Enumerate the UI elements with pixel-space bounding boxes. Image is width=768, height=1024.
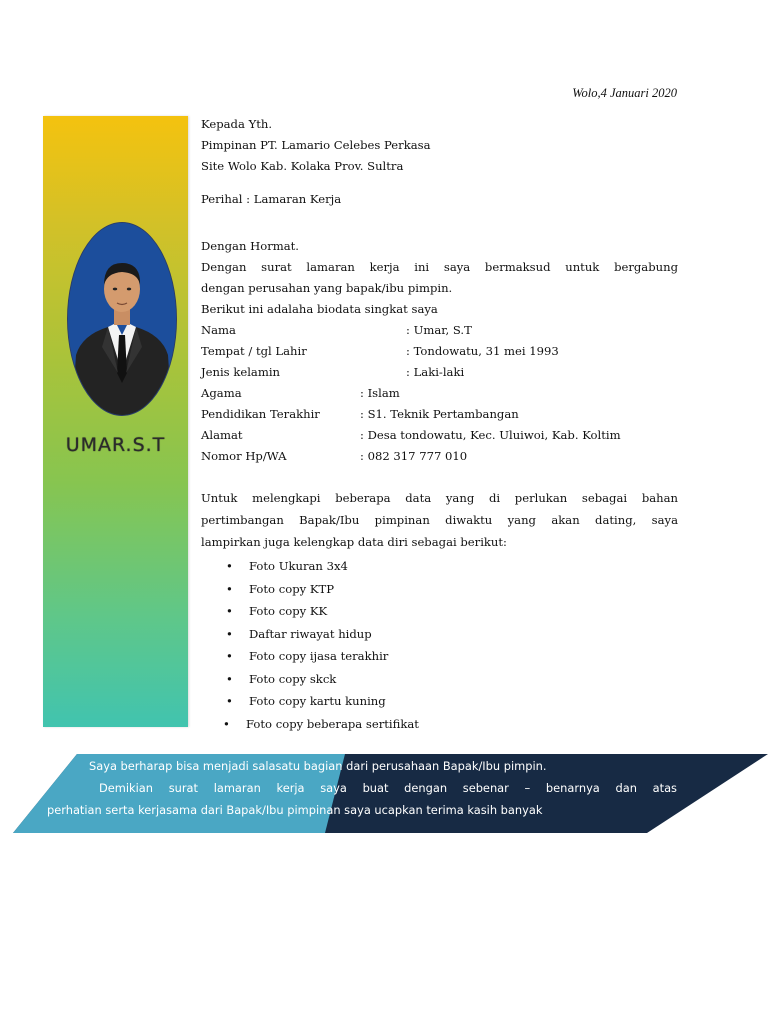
biodata-row-birth — [201, 341, 678, 362]
closing-line-1: Saya berharap bisa menjadi salasatu bagian dari perusahaan Bapak/Ibu pimpin. — [89, 759, 547, 773]
bullet-icon: • — [226, 694, 233, 708]
list-item: • Foto copy KK — [201, 600, 678, 623]
biodata-value: : 082 317 777 010 — [360, 449, 468, 463]
biodata-label: Nomor Hp/WA — [201, 449, 287, 463]
closing-banner — [13, 754, 768, 833]
letter-date: Wolo,4 Januari 2020 — [572, 86, 677, 100]
list-item: • Foto copy skck — [201, 668, 678, 691]
bullet-icon: • — [226, 604, 233, 618]
intro-line-1: Dengan surat lamaran kerja ini saya bermaksud untuk bergabung — [201, 260, 678, 274]
biodata-value: : Umar, S.T — [406, 323, 472, 337]
attachment-list — [201, 555, 678, 735]
recipient-line-1: Kepada Yth. — [201, 117, 273, 131]
attach-intro-line-1: Untuk melengkapi beberapa data yang di perlukan sebagai bahan — [201, 491, 678, 505]
biodata-value: : Tondowatu, 31 mei 1993 — [406, 344, 559, 358]
biodata-row-gender — [201, 362, 678, 383]
closing-line-2: Demikian surat lamaran kerja saya buat dengan sebenar – benarnya dan atas — [99, 781, 677, 795]
person-portrait-icon — [68, 223, 176, 415]
biodata-row-phone — [201, 446, 678, 467]
biodata-row-education — [201, 404, 678, 425]
name-tag: UMAR.S.T — [65, 434, 166, 456]
biodata-label: Jenis kelamin — [201, 365, 280, 379]
biodata-value: : Desa tondowatu, Kec. Uluiwoi, Kab. Koltim — [360, 428, 621, 442]
biodata-label: Tempat / tgl Lahir — [201, 344, 307, 358]
biodata-row-address — [201, 425, 678, 446]
closing-line-3: perhatian serta kerjasama dari Bapak/Ibu pimpinan saya ucapkan terima kasih banyak — [47, 803, 543, 817]
biodata-row-religion — [201, 383, 678, 404]
biodata-intro: Berikut ini adalaha biodata singkat saya — [201, 302, 438, 316]
bullet-icon: • — [226, 559, 233, 573]
bullet-icon: • — [226, 581, 233, 596]
recipient-line-2: Pimpinan PT. Lamario Celebes Perkasa — [201, 138, 431, 152]
biodata-value: : Islam — [360, 386, 400, 400]
biodata-label: Agama — [201, 386, 242, 400]
bullet-icon: • — [226, 649, 233, 663]
biodata-label: Nama — [201, 323, 236, 337]
bullet-icon: • — [226, 626, 233, 641]
biodata-value: : Laki-laki — [406, 365, 465, 379]
list-item: • Foto copy kartu kuning — [201, 690, 678, 713]
list-item: • Daftar riwayat hidup — [201, 623, 678, 646]
greeting: Dengan Hormat. — [201, 239, 299, 253]
profile-photo — [67, 222, 177, 416]
letter-body — [201, 114, 678, 735]
biodata-row-nama — [201, 320, 678, 341]
intro-line-2: dengan perusahan yang bapak/ibu pimpin. — [201, 281, 453, 295]
closing-text — [47, 755, 677, 821]
recipient-line-3: Site Wolo Kab. Kolaka Prov. Sultra — [201, 159, 404, 173]
attach-intro-line-3: lampirkan juga kelengkap data diri sebagai berikut: — [201, 535, 507, 549]
biodata-label: Alamat — [201, 428, 243, 442]
bullet-icon: • — [223, 716, 230, 731]
subject-line: Perihal : Lamaran Kerja — [201, 192, 342, 206]
biodata-label: Pendidikan Terakhir — [201, 407, 320, 421]
list-item: • Foto Ukuran 3x4 — [201, 555, 678, 578]
bullet-icon: • — [226, 671, 233, 686]
list-item: • Foto copy ijasa terakhir — [201, 645, 678, 668]
attach-intro-line-2: pertimbangan Bapak/Ibu pimpinan diwaktu yang akan dating, saya — [201, 513, 678, 527]
list-item: • Foto copy KTP — [201, 578, 678, 601]
list-item: • Foto copy beberapa sertifikat — [201, 713, 678, 736]
sidebar-panel — [43, 116, 188, 727]
biodata-value: : S1. Teknik Pertambangan — [360, 407, 519, 421]
